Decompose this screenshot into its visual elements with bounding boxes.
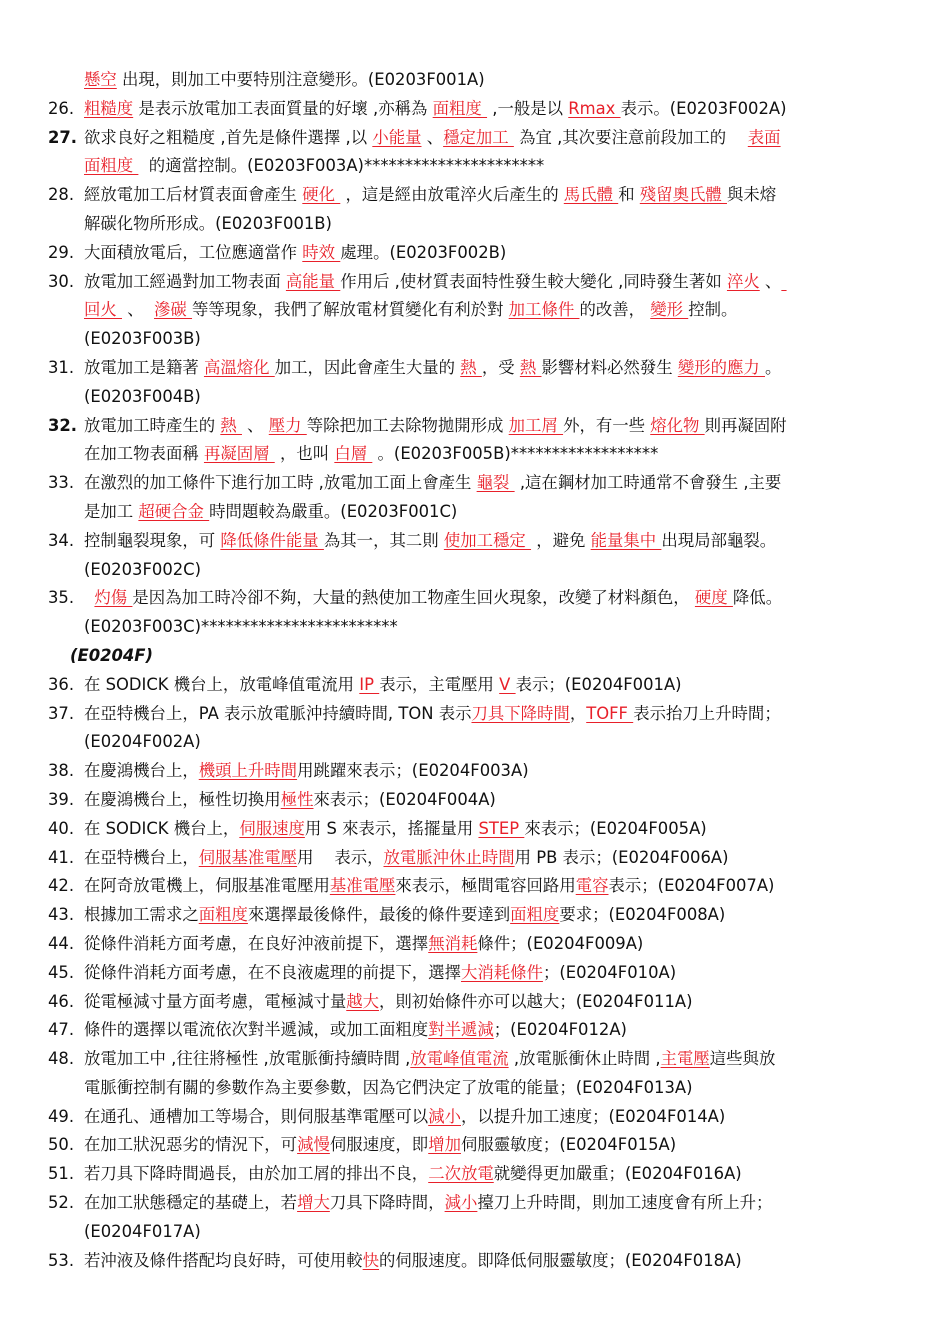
question-text: 從條件消耗方面考慮，在良好沖液前提下，選擇	[84, 933, 429, 953]
question-text: 在激烈的加工條件下進行加工時 ,放電加工面上會產生	[84, 473, 477, 493]
answer-blank: 高溫熔化	[203, 357, 275, 377]
question-text: 則再凝固附	[704, 415, 787, 435]
answer-blank: 表面	[747, 127, 781, 147]
question-line	[48, 95, 898, 124]
question-text: 若沖液及條件搭配均良好時，可使用較	[84, 1250, 363, 1270]
question-line	[48, 469, 898, 498]
answer-blank: 壓力	[268, 415, 307, 435]
question-text: 出現局部龜裂。	[661, 530, 777, 550]
answer-blank: 無消耗	[428, 933, 478, 953]
answer-blank: 電容	[575, 876, 609, 896]
question-text: 這些與放	[709, 1049, 776, 1069]
question-text: 大面積放電后，工位應適當作	[84, 242, 303, 262]
question-line-continued	[48, 613, 898, 642]
question-number: 48.	[48, 1049, 75, 1069]
question-text: 從電極減寸量方面考慮，電極減寸量	[84, 991, 347, 1011]
question-number: 37.	[48, 703, 75, 723]
question-line-continued	[48, 1074, 898, 1103]
question-text: 是表示放電加工表面質量的好壞 ,亦稱為	[133, 98, 433, 118]
question-line	[48, 844, 898, 873]
answer-blank: 刀具下降時間	[471, 703, 570, 723]
question-text: 刀具下降時間，	[329, 1193, 445, 1213]
answer-blank: 面粗度	[198, 905, 248, 925]
question-text: 用 S 來表示，搖擺量用	[304, 818, 479, 838]
question-number: 44.	[48, 933, 75, 953]
question-text: 條件；(E0204F009A)	[477, 933, 644, 953]
question-line	[48, 124, 898, 153]
question-text: 在阿奇放電機上，伺服基准電壓用	[84, 876, 330, 896]
question-text: ；(E0204F010A)	[542, 962, 677, 982]
question-text: 在 SODICK 機台上，放電峰值電流用	[84, 674, 360, 694]
question-line	[48, 815, 898, 844]
section-heading-text: (E0204F)	[70, 645, 153, 665]
question-text: 放電加工中 ,往往將極性 ,放電脈衝持續時間 ,	[84, 1049, 411, 1069]
question-text: ；(E0204F012A)	[493, 1020, 627, 1040]
question-text: 在通孔、通槽加工等場合，則伺服基準電壓可以	[84, 1106, 429, 1126]
answer-blank: 加工屑	[508, 415, 564, 435]
question-number: 33.	[48, 473, 75, 493]
question-line	[48, 1160, 898, 1189]
question-text: 控制。	[688, 300, 738, 320]
question-text: 在 SODICK 機台上，	[84, 818, 240, 838]
question-text: 和	[618, 185, 640, 205]
answer-blank: 懸空	[84, 70, 117, 89]
question-text: 。(E0203F005B)******************	[372, 444, 659, 464]
question-line	[48, 786, 898, 815]
question-line	[48, 1045, 898, 1074]
answer-blank: IP	[359, 674, 380, 694]
answer-blank: 時效	[302, 242, 341, 262]
answer-blank: 大消耗條件	[460, 962, 543, 982]
question-line	[48, 239, 898, 268]
question-text: 。	[764, 357, 782, 377]
question-text: 欲求良好之粗糙度 ,首先是條件選擇 ,以	[84, 127, 373, 147]
question-line-continued	[48, 152, 898, 181]
question-line	[48, 700, 898, 729]
question-text: 從條件消耗方面考慮，在不良液處理的前提下，選擇	[84, 962, 461, 982]
question-text: ,這在鋼材加工時通常不會發生 ,主要	[514, 473, 782, 493]
question-text: 是加工	[84, 501, 139, 521]
question-text: (E0203F003C)************************	[84, 617, 398, 637]
question-line-continued	[48, 440, 898, 469]
question-number: 35.	[48, 588, 75, 608]
question-text: 是因為加工時冷卻不夠，大量的熱使加工物產生回火現象，改變了材料顏色，	[132, 588, 695, 608]
question-text: 來表示，極間電容回路用	[395, 876, 576, 896]
question-text: 條件的選擇以電流依次對半遞減，或加工面粗度	[84, 1020, 429, 1040]
answer-blank: STEP	[478, 818, 525, 838]
question-line	[48, 268, 898, 297]
question-text: 、	[241, 415, 269, 435]
question-text: 為其一，其二則	[323, 530, 444, 550]
answer-blank: 二次放電	[428, 1164, 494, 1184]
answer-blank: 殘留奧氏體	[639, 185, 727, 205]
question-text: 擡刀上升時間，則加工速度會有所上升；	[477, 1193, 773, 1213]
question-text: ,放電脈衝休止時間 ,	[508, 1049, 661, 1069]
answer-blank: 硬度	[694, 588, 733, 608]
question-text: 作用后 ,使材質表面特性發生較大變化 ,同時發生著如	[340, 271, 727, 291]
answer-blank: 滲碳	[154, 300, 193, 320]
question-text: 在慶鴻機台上，	[84, 761, 199, 781]
question-text: 要求；(E0204F008A)	[559, 905, 726, 925]
answer-blank: 白層	[334, 444, 373, 464]
question-line	[48, 930, 898, 959]
question-number: 51.	[48, 1164, 75, 1184]
question-number: 42.	[48, 876, 75, 896]
section-heading	[48, 642, 898, 671]
answer-blank: 使加工穩定	[443, 530, 532, 550]
answer-blank: 增大	[297, 1193, 330, 1213]
question-text: 表示，主電壓用	[379, 674, 500, 694]
answer-blank: 減小	[428, 1106, 461, 1126]
question-text: 放電加工是籍著	[84, 357, 204, 377]
answer-blank	[781, 272, 786, 291]
question-line	[48, 671, 898, 700]
question-line	[48, 1189, 898, 1218]
answer-blank: 變形的應力	[677, 357, 765, 377]
question-line	[48, 584, 898, 613]
answer-blank: 伺服基准電壓	[198, 847, 298, 867]
question-text: 、	[122, 300, 155, 320]
question-text: 、	[421, 127, 444, 147]
question-number: 32.	[48, 415, 78, 435]
answer-blank: 超硬合金	[138, 501, 210, 521]
question-number: 52.	[48, 1193, 75, 1213]
question-line	[48, 1103, 898, 1132]
answer-blank: 小能量	[372, 127, 422, 147]
answer-blank: 能量集中	[590, 530, 662, 550]
question-text: 在加工狀況惡劣的情況下，可	[84, 1135, 298, 1155]
question-text: 與未熔	[726, 185, 777, 205]
question-number: 26.	[48, 98, 75, 118]
question-text: 若刀具下降時間過長，由於加工屑的排出不良，	[84, 1164, 429, 1184]
question-line	[48, 181, 898, 210]
question-number: 28.	[48, 185, 75, 205]
question-text: 等等現象，我們了解放電材質變化有利於對	[192, 300, 509, 320]
question-text: 來表示；(E0204F004A)	[313, 789, 496, 809]
question-number: 36.	[48, 674, 75, 694]
question-text: 、	[759, 271, 782, 291]
answer-blank: 灼傷	[94, 588, 133, 608]
answer-blank: 減小	[444, 1193, 478, 1213]
question-text: 就變得更加嚴重；(E0204F016A)	[493, 1164, 742, 1184]
question-number: 40.	[48, 818, 75, 838]
answer-blank: 熱	[519, 357, 542, 377]
question-number: 30.	[48, 271, 75, 291]
answer-blank: 淬火	[726, 271, 760, 291]
question-text: 用跳躍來表示；(E0204F003A)	[297, 761, 529, 781]
answer-blank: 機頭上升時間	[198, 761, 298, 781]
question-text: ,一般是以	[487, 98, 569, 118]
question-number: 34.	[48, 530, 75, 550]
question-number: 47.	[48, 1020, 75, 1040]
answer-blank: 回火	[84, 300, 122, 320]
question-line	[48, 959, 898, 988]
answer-blank: 再凝固層	[203, 444, 275, 464]
question-text: 電脈衝控制有關的參數作為主要參數，因為它們決定了放電的能量；(E0204F013A)	[84, 1077, 693, 1097]
question-line-continued	[48, 66, 898, 95]
answer-blank: V	[499, 674, 516, 694]
question-number: 39.	[48, 789, 75, 809]
question-line-continued	[48, 728, 898, 757]
question-line-continued	[48, 383, 898, 412]
question-text: 的伺服速度。即降低伺服靈敏度；(E0204F018A)	[379, 1250, 742, 1270]
question-text: 在慶鴻機台上，極性切換用	[84, 789, 281, 809]
question-text: 解碳化物所形成。(E0203F001B)	[84, 213, 332, 233]
question-text: ，也叫	[274, 444, 335, 464]
question-text: 在亞特機台上，	[84, 847, 199, 867]
question-text: 影響材料必然發生	[541, 357, 678, 377]
question-text: (E0203F003B)	[84, 329, 201, 349]
question-line	[48, 354, 898, 383]
question-line	[48, 1247, 898, 1276]
answer-blank: 降低條件能量	[220, 530, 324, 550]
question-number: 50.	[48, 1135, 75, 1155]
question-number: 41.	[48, 847, 75, 867]
answer-blank: 基准電壓	[329, 876, 396, 896]
question-number: 49.	[48, 1106, 75, 1126]
answer-blank: 放電脈沖休止時間	[383, 847, 515, 867]
answer-blank: 快	[362, 1250, 380, 1270]
question-number: 31.	[48, 357, 75, 377]
answer-blank: 伺服速度	[239, 818, 305, 838]
question-text: 表示；(E0204F001A)	[515, 674, 682, 694]
answer-blank: 對半遞減	[428, 1020, 494, 1040]
question-text: 出現，則加工中要特別注意變形。(E0203F001A)	[116, 70, 485, 89]
answer-blank: 龜裂	[476, 473, 515, 493]
answer-blank: 粗糙度	[84, 98, 134, 118]
question-text: 時問題較為嚴重。(E0203F001C)	[209, 501, 458, 521]
answer-blank: 面粗度	[432, 98, 488, 118]
answer-blank: 變形	[650, 300, 689, 320]
question-number: 45.	[48, 962, 75, 982]
question-line	[48, 901, 898, 930]
question-text: 放電加工經過對加工物表面	[84, 271, 286, 291]
question-text: 加工，因此會產生大量的	[274, 357, 461, 377]
question-number: 53.	[48, 1250, 75, 1270]
question-text: 控制龜裂現象，可	[84, 530, 221, 550]
answer-blank: 面粗度	[84, 156, 139, 176]
answer-blank: 極性	[280, 789, 314, 809]
question-number: 38.	[48, 761, 75, 781]
question-line	[48, 527, 898, 556]
question-text: 伺服速度，即	[329, 1135, 429, 1155]
answer-blank: 面粗度	[510, 905, 560, 925]
question-text: 外，有一些	[563, 415, 651, 435]
answer-blank: 放電峰值電流	[410, 1049, 509, 1069]
question-text: 表示；(E0204F007A)	[608, 876, 775, 896]
question-line	[48, 988, 898, 1017]
question-line	[48, 757, 898, 786]
question-text: 用	[297, 847, 335, 867]
question-text: 伺服靈敏度；(E0204F015A)	[460, 1135, 677, 1155]
answer-blank: 熔化物	[650, 415, 705, 435]
question-text: (E0204F002A)	[84, 732, 201, 752]
question-line-continued	[48, 498, 898, 527]
question-line-continued	[48, 296, 898, 325]
question-text: ，這是經由放電淬火后產生的	[340, 185, 564, 205]
question-text: 在加工物表面稱	[84, 444, 204, 464]
answer-blank: 馬氏體	[563, 185, 619, 205]
question-text: ，以提升加工速度；(E0204F014A)	[460, 1106, 726, 1126]
answer-blank: 主電壓	[660, 1049, 710, 1069]
answer-blank: Rmax	[568, 98, 621, 118]
question-text: 降低。	[732, 588, 783, 608]
question-text: 表示。(E0203F002A)	[620, 98, 787, 118]
question-text: 表示，	[334, 847, 384, 867]
question-text: ，則初始條件亦可以越大；(E0204F011A)	[379, 991, 693, 1011]
question-line-continued	[48, 1218, 898, 1247]
question-line-continued	[48, 210, 898, 239]
question-text: 根據加工需求之	[84, 905, 199, 925]
answer-blank: 高能量	[285, 271, 341, 291]
question-text: 為宜 ,其次要注意前段加工的	[513, 127, 748, 147]
question-text: 的改善，	[579, 300, 651, 320]
question-text: 處理。(E0203F002B)	[340, 242, 507, 262]
question-text: 用 PB 表示；(E0204F006A)	[514, 847, 729, 867]
question-text: 來選擇最後條件，最後的條件要達到	[247, 905, 511, 925]
question-number: 43.	[48, 905, 75, 925]
question-text: 經放電加工后材質表面會產生	[84, 185, 303, 205]
answer-blank: 熱	[220, 415, 242, 435]
answer-blank: 穩定加工	[443, 127, 514, 147]
question-text: 的適當控制。(E0203F003A)**********************	[138, 156, 545, 176]
question-text: 表示抬刀上升時間；	[633, 703, 781, 723]
question-text: (E0204F017A)	[84, 1221, 201, 1241]
question-text: 來表示；(E0204F005A)	[524, 818, 707, 838]
answer-blank: 熱	[460, 357, 482, 377]
question-text: ，受	[481, 357, 520, 377]
answer-blank: 減慢	[297, 1135, 330, 1155]
answer-blank: 硬化	[302, 185, 341, 205]
question-text: 在亞特機台上，PA 表示放電脈沖持續時間, TON 表示	[84, 703, 472, 723]
question-number: 46.	[48, 991, 75, 1011]
question-line	[48, 872, 898, 901]
question-text: (E0203F002C)	[84, 559, 202, 579]
question-text: 放電加工時產生的	[84, 415, 221, 435]
question-line	[48, 1131, 898, 1160]
answer-blank: 越大	[346, 991, 380, 1011]
answer-blank: 增加	[428, 1135, 461, 1155]
answer-blank: TOFF	[586, 703, 634, 723]
question-text: 等除把加工去除物拋開形成	[306, 415, 509, 435]
question-number: 27.	[48, 127, 78, 147]
question-text: ，	[569, 703, 587, 723]
question-line-continued	[48, 556, 898, 585]
question-text	[84, 588, 94, 607]
answer-blank: 加工條件	[508, 300, 580, 320]
question-line	[48, 1016, 898, 1045]
question-number: 29.	[48, 242, 75, 262]
question-text: 在加工狀態穩定的基礎上，若	[84, 1193, 298, 1213]
question-line	[48, 412, 898, 441]
question-text: ，避免	[531, 530, 591, 550]
question-line-continued	[48, 325, 898, 354]
question-text: (E0203F004B)	[84, 386, 201, 406]
